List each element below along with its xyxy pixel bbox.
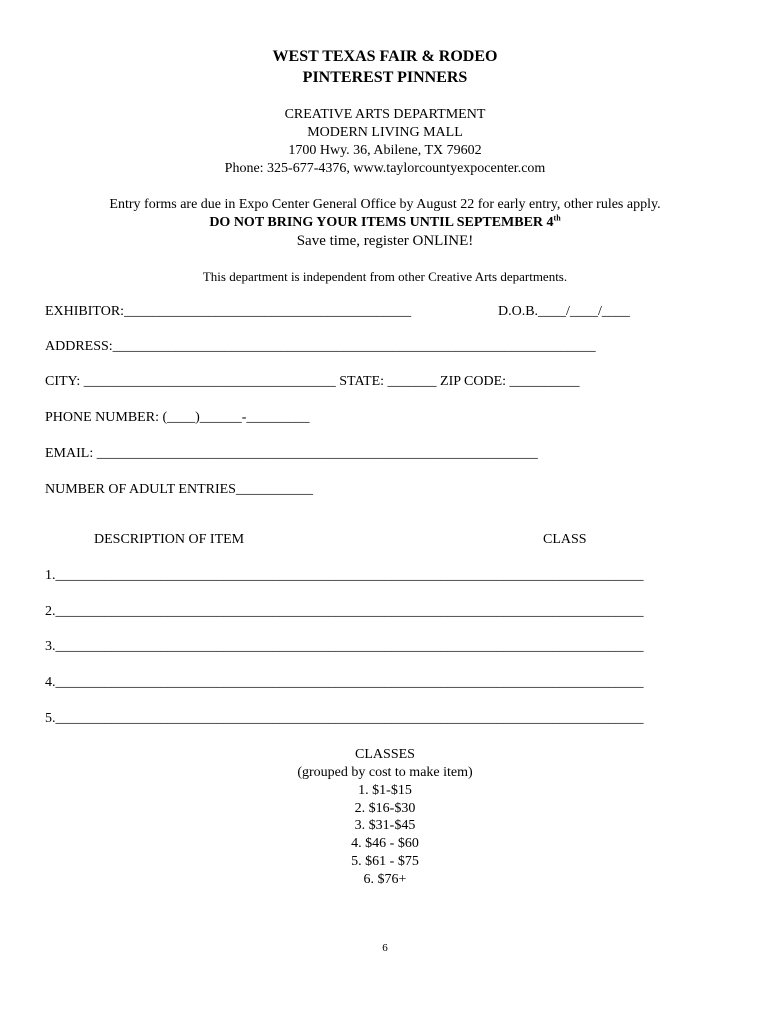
delivery-warning: DO NOT BRING YOUR ITEMS UNTIL SEPTEMBER 4th (209, 213, 561, 230)
city-state-zip-field[interactable]: CITY: ____________________________________ STATE: _______ ZIP CODE: __________ (45, 374, 580, 389)
classes-title: CLASSES (355, 747, 415, 762)
description-header: DESCRIPTION OF ITEM (94, 532, 245, 547)
phone-number-field[interactable]: PHONE NUMBER: (____)______-_________ (45, 410, 310, 425)
entry-deadline-note: Entry forms are due in Expo Center General Office by August 22 for early entry, other rules apply. (109, 197, 661, 212)
class-item: 2. $16-$30 (354, 801, 416, 816)
mall-name: MODERN LIVING MALL (307, 125, 463, 140)
email-field[interactable]: EMAIL: _______________________________________________________________ (45, 446, 538, 461)
contact-phone-web: Phone: 325-677-4376, www.taylorcountyexpocenter.com (224, 161, 546, 176)
class-item: 4. $46 - $60 (351, 836, 419, 851)
department-name: CREATIVE ARTS DEPARTMENT (284, 107, 486, 122)
street-address: 1700 Hwy. 36, Abilene, TX 79602 (288, 143, 482, 158)
form-title: WEST TEXAS FAIR & RODEO (272, 48, 498, 65)
item-line-2[interactable]: 2.____________________________________________________________________________________ (45, 604, 644, 619)
item-line-4[interactable]: 4.____________________________________________________________________________________ (45, 675, 644, 690)
class-header: CLASS (543, 532, 587, 547)
adult-entries-field[interactable]: NUMBER OF ADULT ENTRIES___________ (45, 482, 313, 497)
page-number: 6 (382, 942, 388, 954)
dob-field[interactable]: D.O.B.____/____/____ (498, 304, 630, 319)
item-line-5[interactable]: 5.____________________________________________________________________________________ (45, 711, 644, 726)
address-field[interactable]: ADDRESS:_____________________________________________________________________ (45, 339, 596, 354)
exhibitor-field[interactable]: EXHIBITOR:_________________________________________ (45, 304, 412, 319)
item-line-1[interactable]: 1.____________________________________________________________________________________ (45, 568, 644, 583)
class-item: 5. $61 - $75 (351, 854, 419, 869)
class-item: 1. $1-$15 (358, 783, 412, 798)
classes-subtitle: (grouped by cost to make item) (297, 765, 473, 780)
item-line-3[interactable]: 3.____________________________________________________________________________________ (45, 639, 644, 654)
class-item: 3. $31-$45 (354, 818, 416, 833)
independence-note: This department is independent from other Creative Arts departments. (202, 269, 568, 284)
class-item: 6. $76+ (363, 872, 407, 887)
form-subtitle: PINTEREST PINNERS (302, 69, 468, 86)
online-registration-note: Save time, register ONLINE! (296, 233, 474, 249)
